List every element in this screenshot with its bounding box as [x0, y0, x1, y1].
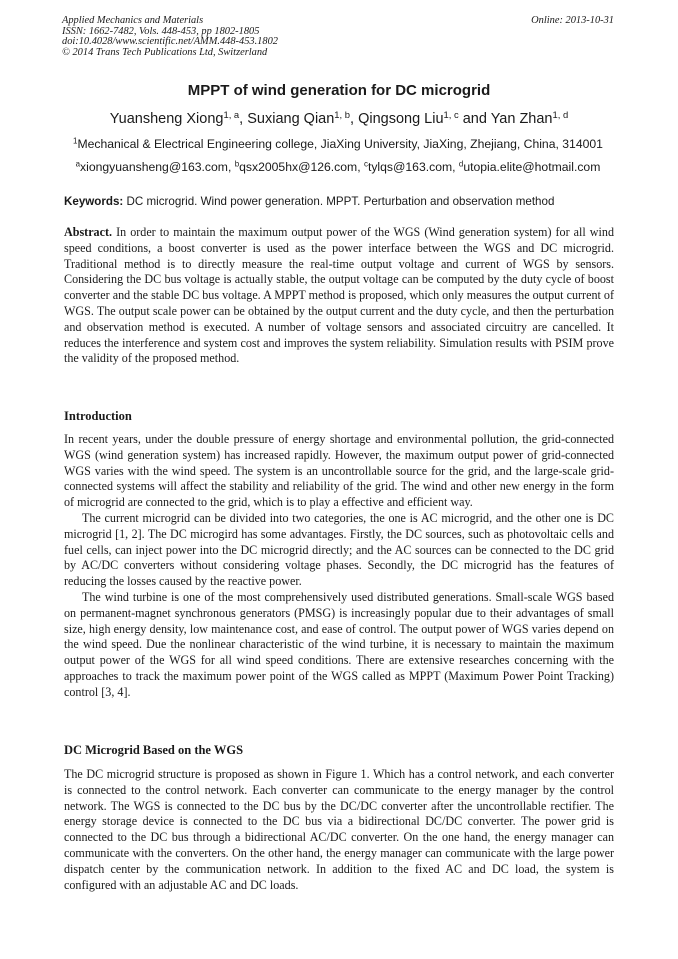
- affiliation-mark: 1: [73, 136, 78, 146]
- author-name: Qingsong Liu: [358, 111, 444, 127]
- author-name: Suxiang Qian: [247, 111, 335, 127]
- email-address[interactable]: qsx2005hx@126.com: [239, 160, 358, 174]
- author-name: Yuansheng Xiong: [109, 111, 224, 127]
- affiliation-text: Mechanical & Electrical Engineering college, JiaXing University, JiaXing, Zhejiang, China, 314001: [77, 137, 603, 151]
- author-affiliation-mark: 1, c: [443, 108, 459, 120]
- abstract-text: In order to maintain the maximum output power of the WGS (Wind generation system) for all wind speed conditions, a boost converter is used as the power interface between the WGS and DC microgrid. Traditional method is to directly measure the real-time output voltage and current of WGS by sensors. Considering the DC bus voltage is actually stable, the output voltage can be computed by the duty cycle of boost converter and the stable DC bus voltage. A MPPT method is proposed, which only measures the output current of WGS. The output scale power can be obtained by the output current and the duty cycle, and then the perturbation and observation method is executed. A number of voltage sensors and associated circuitry are cancelled. It reduces the interference and system cost and improves the system reliability. Simulation results with PSIM prove the validity of the proposed method.: [64, 225, 614, 366]
- journal-header: [62, 16, 614, 58]
- introduction-heading: Introduction: [64, 409, 132, 423]
- issn-line: ISSN: 1662-7482, Vols. 448-453, pp 1802-1805: [62, 25, 260, 37]
- copyright-line: © 2014 Trans Tech Publications Ltd, Switzerland: [62, 46, 268, 58]
- journal-name: Applied Mechanics and Materials: [62, 15, 204, 26]
- doi-line: doi:10.4028/www.scientific.net/AMM.448-453.1802: [62, 36, 278, 48]
- author-affiliation-mark: 1, d: [552, 108, 569, 120]
- paper-title: MPPT of wind generation for DC microgrid: [187, 82, 491, 99]
- author-affiliation-mark: 1, b: [334, 108, 350, 120]
- email-separator: ,: [357, 160, 364, 174]
- email-address[interactable]: tylqs@163.com: [367, 160, 453, 174]
- author-separator: ,: [239, 111, 248, 127]
- author-affiliation-mark: 1, a: [223, 108, 240, 120]
- introduction-body: [64, 432, 614, 701]
- author-separator: and: [458, 111, 491, 127]
- keywords: [64, 195, 614, 208]
- email-separator: ,: [452, 160, 459, 174]
- paragraph: In recent years, under the double pressure of energy shortage and environmental pollution, the grid-connected WGS (wind generation system) has increased rapidly. However, the maximum output power of grid-connected WGS varies with the wind speed. The system is an uncontrollable source for the grid, and the large-scale grid-connected systems will affect the stability and reliability of the grid. The wind and other new energy in the form of microgrid are connected to the grid, which is to play a effective and efficient way.: [64, 432, 614, 510]
- dc-microgrid-heading: DC Microgrid Based on the WGS: [64, 743, 244, 757]
- author-name: Yan Zhan: [490, 111, 553, 127]
- email-address[interactable]: xiongyuansheng@163.com: [80, 160, 228, 174]
- online-date: Online: 2013-10-31: [531, 15, 614, 26]
- author-list: [0, 108, 678, 127]
- email-mark: d: [458, 159, 464, 169]
- paragraph: The current microgrid can be divided into two categories, the one is AC microgrid, and the other one is DC microgrid [1, 2]. The DC microgird has some advantages. Firstly, the DC sources, such as photovoltaic cells and fuel cells, can inject power into the DC microgrid directly; and the AC sources can be connected to the DC grid by AC/DC converters without considering voltage phases. Secondly, the DC microgrid has the features of reducing the losses caused by the reactive power.: [64, 510, 614, 589]
- email-separator: ,: [227, 160, 235, 174]
- keywords-label: Keywords:: [64, 195, 124, 208]
- author-separator: ,: [350, 111, 359, 127]
- paragraph: The wind turbine is one of the most comprehensively used distributed generations. Small-scale WGS based on permanent-magnet synchronous generators (PMSG) is increasingly popular due to their advantages of small size, high energy density, low maintenance cost, and ease of control. The output power of WGS varies depend on the wind speed. Due the nonlinear characteristic of the wind turbine, it is necessary to maintain the maximum output power of the WGS for all wind speed conditions. There are extensive researches concerning with the approaches to track the maximum power point of the WGS called as MPPT (Maximum Power Point Tracking) control [3, 4].: [64, 589, 614, 699]
- email-mark: c: [363, 159, 368, 169]
- keywords-text: DC microgrid. Wind power generation. MPPT. Perturbation and observation method: [126, 195, 555, 208]
- abstract-label: Abstract.: [64, 225, 113, 239]
- email-address[interactable]: utopia.elite@hotmail.com: [463, 160, 601, 174]
- email-mark: a: [75, 159, 81, 169]
- affiliation: [62, 137, 614, 151]
- email-mark: b: [234, 159, 240, 169]
- email-list: [62, 160, 614, 174]
- abstract: [64, 225, 614, 367]
- paragraph: The DC microgrid structure is proposed as shown in Figure 1. Which has a control network, and each converter is connected to the control network. Each converter can communicate to the energy manager by the control network. The WGS is connected to the DC bus by the DC/DC converter after the uncontrollable rectifier. The energy storage device is connected to the DC bus via a bidirectional DC/DC converter. The power grid is connected to the DC bus through a bidirectional AC/DC converter. On the one hand, the energy manager can communicate with the converters. On the other hand, the energy manager can communicate with the large power dispatch center by the communication network. In addition to the fixed AC and DC load, the system is configured with an adjustable AC and DC loads.: [64, 767, 614, 892]
- dc-microgrid-body: [64, 767, 614, 893]
